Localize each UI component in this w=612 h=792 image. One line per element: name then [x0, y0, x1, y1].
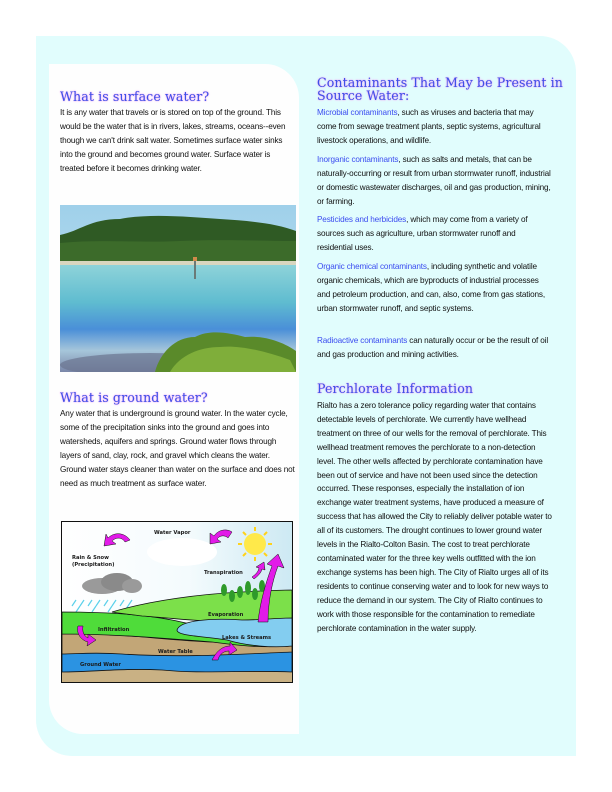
ground-water-paragraph: Any water that is underground is ground water. In the water cycle, some of the precipitation sinks into the ground and goes into watersheds, aquifers and springs. Ground water flows through layers of sand, clay, rock, and gravel which cleans the water. Ground water stays cleaner than water on the surface and does not need as much treatment as surface water.: [60, 409, 295, 488]
contaminant-text: , such as salts and metals, that can be naturally-occurring or result from urban stormwater runoff, industrial or domestic wastewater discharges, oil and gas production, mining, or farming.: [317, 155, 551, 206]
contaminant-text: can naturally occur or be the result of oil and gas production and mining activities.: [317, 336, 549, 359]
label-water-table: Water Table: [158, 649, 193, 655]
contaminants-heading-line1: Contaminants That May be Present in: [317, 75, 563, 90]
contaminant-term: Inorganic contaminants: [317, 155, 399, 164]
contaminants-heading-line2: Source Water:: [317, 88, 410, 103]
contaminant-text: , such as viruses and bacteria that may come from sewage treatment plants, septic systems, agricultural livestock operations, and wildlife.: [317, 108, 541, 145]
contaminant-term: Microbial contaminants: [317, 108, 398, 117]
label-rain-snow: Rain & Snow: [72, 555, 109, 561]
label-infiltration: Infiltration: [98, 627, 130, 633]
contaminant-item: [317, 213, 553, 255]
water-cycle-diagram: [61, 521, 293, 683]
perchlorate-paragraph: Rialto has a zero tolerance policy regarding water that contains detectable levels of perchlorate. We currently have wellhead treatment on three of our wells for the removal of perchlorate. This wellhead treatment removes the perchlorate to a non-detection level. The other wells affected by perchlorate contamination have been out of service and have not been used since the detection occurred. These responses, especially the installation of ion exchange water treatment systems, have produced a measure of success that has allowed the City to reliably deliver potable water to all of its customers. The drought continues to lower ground water levels in the Rialto-Colton Basin. The cost to treat perchlorate contaminated water for the three key wells outfitted with the ion exchange systems has been high. The City of Rialto urges all of its residents to continue conserving water and to look for new ways to reduce the demand in our system. The City of Rialto continues to work with those responsible for the contamination to remediate perchlorate contamination in the water supply.: [317, 401, 552, 633]
label-evaporation: Evaporation: [208, 612, 244, 618]
label-water-vapor: Water Vapor: [154, 530, 191, 536]
label-precipitation: (Precipitation): [72, 562, 115, 568]
ground-water-heading: What is ground water?: [60, 390, 208, 405]
contaminant-text: , which may come from a variety of sources such as agriculture, urban stormwater runoff and residential uses.: [317, 215, 528, 252]
label-ground-water: Ground Water: [80, 662, 121, 668]
label-lakes-streams: Lakes & Streams: [222, 635, 272, 641]
surface-water-heading: What is surface water?: [60, 89, 210, 104]
contaminant-term: Pesticides and herbicides: [317, 215, 407, 224]
contaminant-term: Organic chemical contaminants: [317, 262, 427, 271]
lake-photo: [60, 205, 296, 372]
contaminant-term: Radioactive contaminants: [317, 336, 408, 345]
contaminant-item: [317, 260, 553, 316]
contaminant-text: , including synthetic and volatile organic chemicals, which are byproducts of industrial processes and petroleum production, and can, also, come from gas stations, urban stormwater runoff, and septic systems.: [317, 262, 545, 313]
surface-water-paragraph: It is any water that travels or is stored on top of the ground. This would be the water that is in rivers, lakes, streams, oceans--even though we can't drink salt water. Sometimes surface water sinks into the ground and becomes ground water. Surface water is treated before it becomes drinking water.: [60, 108, 286, 173]
contaminant-item: [317, 153, 553, 209]
perchlorate-heading: Perchlorate Information: [317, 381, 474, 396]
contaminant-item: [317, 334, 553, 362]
label-transpiration: Transpiration: [204, 570, 243, 576]
contaminants-heading: [317, 76, 567, 102]
contaminant-item: [317, 106, 553, 148]
